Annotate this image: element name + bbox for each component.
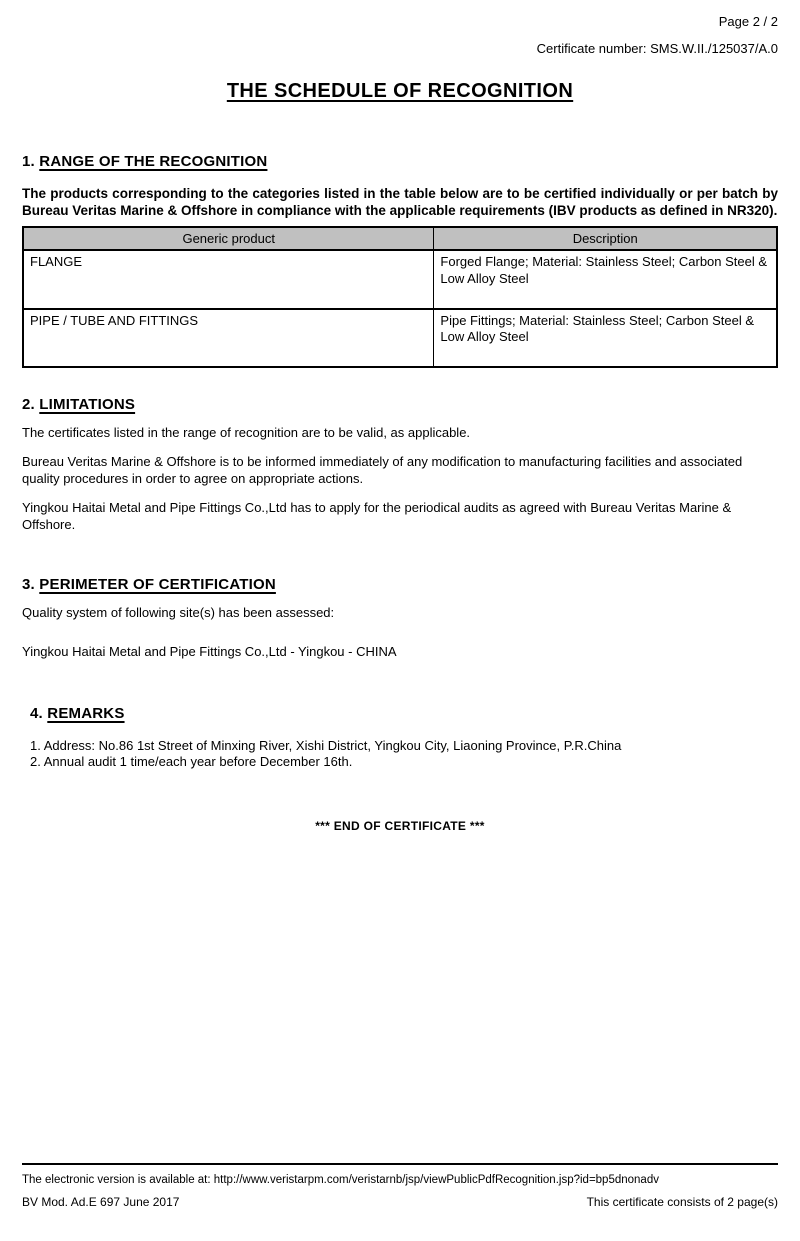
cell-generic-product: PIPE / TUBE AND FITTINGS — [23, 309, 434, 368]
section-3-title: PERIMETER OF CERTIFICATION — [39, 575, 276, 593]
section-4-number: 4. — [30, 704, 43, 722]
section-2-number: 2. — [22, 396, 35, 414]
page-footer — [22, 1163, 778, 1209]
section-2-title: LIMITATIONS — [39, 396, 136, 414]
range-intro-paragraph: The products corresponding to the categories listed in the table below are to be certified individually or per batch by Bureau Veritas Marine & Offshore in compliance with the applicable requirements (IBV products as defined in NR320). — [22, 186, 778, 218]
page-header — [22, 14, 778, 56]
remarks-list — [22, 738, 778, 772]
form-reference: BV Mod. Ad.E 697 June 2017 — [22, 1195, 180, 1209]
limitations-paragraph: Bureau Veritas Marine & Offshore is to be informed immediately of any modification to manufacturing facilities and associated quality procedures in order to agree on appropriate actions. — [22, 454, 743, 487]
section-2-heading — [22, 396, 778, 413]
section-1-number: 1. — [22, 153, 35, 170]
remark-item: 1. Address: No.86 1st Street of Minxing River, Xishi District, Yingkou City, Liaoning Province, P.R.China — [30, 737, 622, 753]
document-title-text: THE SCHEDULE OF RECOGNITION — [226, 80, 574, 102]
page-count-note: This certificate consists of 2 page(s) — [586, 1195, 778, 1209]
limitations-paragraph: The certificates listed in the range of recognition are to be valid, as applicable. — [22, 425, 471, 441]
section-3-number: 3. — [22, 575, 35, 593]
column-header-description: Description — [434, 227, 777, 250]
limitations-paragraph: Yingkou Haitai Metal and Pipe Fittings Co.,Ltd has to apply for the periodical audits as agreed with Bureau Veritas Marine & Offshore. — [22, 499, 732, 532]
column-header-generic-product: Generic product — [23, 227, 434, 250]
table-row — [23, 250, 777, 309]
page-number-label: Page 2 / 2 — [718, 14, 778, 29]
products-table — [22, 226, 778, 369]
section-1-title: RANGE OF THE RECOGNITION — [39, 153, 268, 170]
electronic-version-note: The electronic version is available at: http://www.veristarpm.com/veristarnb/jsp/viewPublicPdfRecognition.jsp?id=bp5dnonadv — [22, 1174, 659, 1186]
table-row — [23, 309, 777, 368]
footer-divider — [22, 1163, 778, 1165]
remark-item: 2. Annual audit 1 time/each year before December 16th. — [30, 754, 353, 770]
section-3-heading — [22, 576, 778, 593]
perimeter-intro: Quality system of following site(s) has been assessed: — [22, 604, 335, 620]
cell-description: Forged Flange; Material: Stainless Steel; Carbon Steel & Low Alloy Steel — [434, 250, 777, 309]
cell-description: Pipe Fittings; Material: Stainless Steel; Carbon Steel & Low Alloy Steel — [434, 309, 777, 368]
cell-generic-product: FLANGE — [23, 250, 434, 309]
section-1-heading — [22, 153, 778, 170]
table-header-row — [23, 227, 777, 250]
document-title — [22, 80, 778, 103]
certificate-number: Certificate number: SMS.W.II./125037/A.0 — [536, 41, 778, 56]
section-4-title: REMARKS — [47, 704, 125, 722]
footer-meta-row — [22, 1195, 778, 1209]
section-4-heading — [22, 705, 778, 722]
end-of-certificate-marker: *** END OF CERTIFICATE *** — [315, 819, 485, 834]
assessed-site: Yingkou Haitai Metal and Pipe Fittings Co.,Ltd - Yingkou - CHINA — [22, 643, 397, 659]
